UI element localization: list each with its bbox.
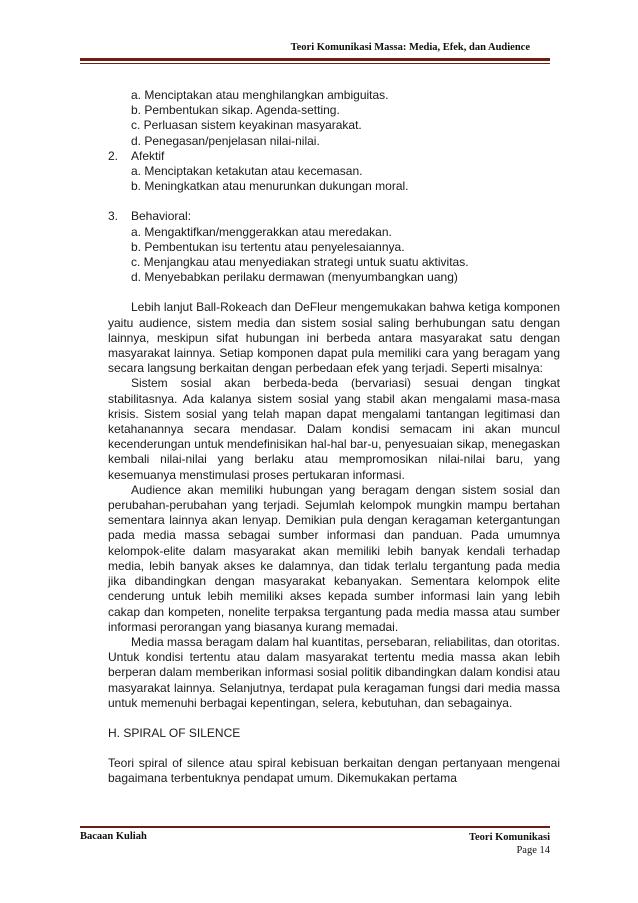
list-item-behavioral: [108, 209, 560, 224]
paragraph-4: Media massa beragam dalam hal kuantitas, persebaran, reliabilitas, dan otoritas. Untuk kondisi tertentu atau dalam masyarakat tertentu media massa akan lebih berperan dalam memberikan informasi sosial politik dibandingkan dalam kondisi atau masyarakat lainnya. Selanjutnya, terdapat pula keragaman fungsi dari media massa untuk memenuhi berbagai kepentingan, selera, kebutuhan, dan sebagainya.: [108, 634, 560, 710]
paragraph-2: Sistem sosial akan berbeda-beda (bervariasi) sesuai dengan tingkat stabilitasnya. Ada kalanya sistem sosial yang stabil akan mengalami masa-masa krisis. Sistem sosial yang telah mapan dapat mengalami tantangan legitimasi dan ketahanannya secara mendasar. Dalam kondisi semacam ini akan muncul kecenderungan untuk mendefinisikan hal-hal bar-u, penyesuaian sikap, menegaskan kembali nilai-nilai yang berlaku atau mempromosikan nilai-nilai baru, yang kesemuanya menstimulasi proses pertukaran informasi.: [108, 376, 560, 482]
paragraph-3: Audience akan memiliki hubungan yang beragam dengan sistem sosial dan perubahan-perubahan yang terjadi. Sejumlah kelompok mungkin mampu bertahan sementara lainnya akan lenyap. Demikian pula dengan keragaman ketergantungan pada media massa sebagai sumber informasi dan panduan. Pada umumnya kelompok-elite dalam masyarakat akan memiliki lebih banyak kendali terhadap media, lebih banyak akses ke dalamnya, dan tidak terlalu tergantung pada media jika dibandingkan dengan masyarakat kebanyakan. Sementara kelompok elite cenderung untuk lebih memiliki akses kepada sumber informasi lain yang lebih cakap dan kompeten, nonelite terpaksa tergantung pada media massa atau sumber informasi perorangan yang biasanya kurang memadai.: [108, 482, 560, 634]
list-item: c. Menjangkau atau menyediakan strategi untuk suatu aktivitas.: [131, 255, 469, 270]
footer-left: Bacaan Kuliah: [80, 831, 147, 842]
list-label: Afektif: [131, 148, 165, 163]
header-rule-thick: [80, 58, 550, 61]
list-item: b. Pembentukan isu tertentu atau penyelesaiannya.: [131, 239, 405, 254]
running-header: Teori Komunikasi Massa: Media, Efek, dan Audience: [290, 42, 530, 53]
footer-right: [469, 831, 550, 857]
header-rule-thin: [80, 63, 550, 64]
list-item: b. Meningkatkan atau menurunkan dukungan moral.: [131, 179, 409, 194]
footer-right-title: Teori Komunikasi: [468, 832, 550, 843]
list-item-afektif: [108, 149, 560, 164]
list-item: d. Menyebabkan perilaku dermawan (menyumbangkan uang): [131, 270, 458, 285]
page-number: Page 14: [516, 845, 550, 856]
paragraph-1: Lebih lanjut Ball-Rokeach dan DeFleur mengemukakan bahwa ketiga komponen yaitu audience, sistem media dan sistem sosial saling berhubungan satu dengan lainnya, meskipun sifat hubungan ini berbeda antara masyarakat satu dengan masyarakat lainnya. Setiap komponen dapat pula memiliki cara yang beragam yang secara langsung berkaitan dengan perbedaan efek yang terjadi. Seperti misalnya:: [108, 300, 560, 376]
list-item: a. Menciptakan ketakutan atau kecemasan.: [131, 164, 363, 179]
list-label: Behavioral:: [131, 209, 192, 224]
list-item: c. Perluasan sistem keyakinan masyarakat.: [131, 118, 362, 133]
list-item: d. Penegasan/penjelasan nilai-nilai.: [131, 133, 320, 148]
list-number: 3.: [108, 209, 119, 224]
list-item: a. Menciptakan atau menghilangkan ambiguitas.: [131, 88, 389, 102]
section-paragraph: Teori spiral of silence atau spiral kebisuan berkaitan dengan pertanyaan mengenai bagaimana terbentuknya pendapat umum. Dikemukakan pertama: [108, 756, 560, 786]
page-content: [108, 88, 560, 787]
list-item: a. Mengaktifkan/menggerakkan atau meredakan.: [131, 224, 392, 239]
list-item: b. Pembentukan sikap. Agenda-setting.: [131, 103, 340, 118]
section-heading: H. SPIRAL OF SILENCE: [108, 725, 241, 740]
list-number: 2.: [108, 148, 119, 163]
footer-rule: [80, 826, 550, 828]
